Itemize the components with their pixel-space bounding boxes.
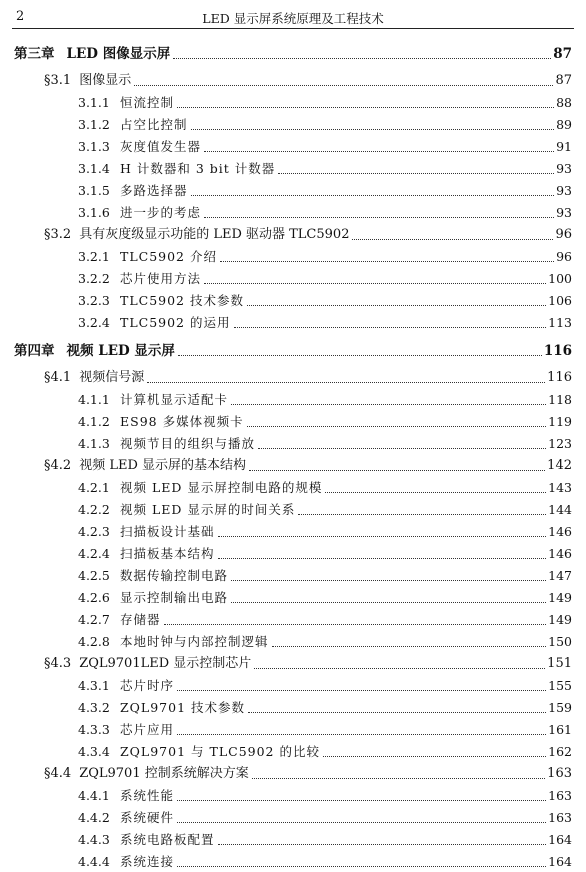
toc-entry-title: H 计数器和 3 bit 计数器 [120, 161, 276, 176]
toc-entry-number: 3.1.3 [78, 139, 110, 154]
dot-leader [218, 844, 547, 845]
toc-entry-number: 4.1.1 [78, 392, 110, 407]
toc-entry-page: 93 [556, 205, 572, 220]
toc-sub-entry [78, 698, 572, 718]
toc-entry-number: 4.2.1 [78, 480, 110, 495]
toc-chapter-entry [14, 44, 572, 64]
toc-sub-entry [78, 313, 572, 333]
dot-leader [248, 712, 546, 713]
toc-sub-entry [78, 632, 572, 652]
dot-leader [272, 646, 547, 647]
page-header [12, 6, 574, 29]
toc-entry-number: 4.3.2 [78, 700, 110, 715]
toc-entry-title: 计算机显示适配卡 [120, 392, 229, 407]
toc-sub-entry [78, 159, 572, 179]
toc-entry-number: 3.1.6 [78, 205, 110, 220]
toc-entry-number: 第四章 [14, 343, 55, 359]
toc-entry-title: 系统性能 [120, 788, 175, 803]
toc-entry-page: 159 [548, 700, 572, 715]
running-title: LED 显示屏系统原理及工程技术 [202, 11, 384, 26]
toc-entry-title: 视频 LED 显示屏的时间关系 [120, 502, 296, 517]
toc-entry-page: 163 [548, 810, 572, 825]
dot-leader [177, 734, 546, 735]
toc-sub-entry [78, 566, 572, 586]
dot-leader [191, 129, 555, 130]
toc-entry-page: 149 [548, 590, 572, 605]
toc-sub-entry [78, 93, 572, 113]
toc-sub-entry [78, 478, 572, 498]
toc-entry-number: 3.1.5 [78, 183, 110, 198]
dot-leader [177, 800, 546, 801]
toc-entry-title: 存储器 [120, 612, 161, 627]
toc-entry-title: 数据传输控制电路 [120, 568, 229, 583]
toc-entry-number: 4.2.5 [78, 568, 110, 583]
toc-entry-number: §3.1 [44, 73, 72, 88]
toc-entry-page: 163 [547, 766, 572, 781]
toc-entry-title: ZQL9701 控制系统解决方案 [79, 766, 249, 781]
toc-sub-entry [78, 544, 572, 564]
dot-leader [177, 866, 546, 867]
toc-entry-title: 扫描板基本结构 [120, 546, 215, 561]
toc-entry-title: 显示控制输出电路 [120, 590, 229, 605]
dot-leader [177, 690, 546, 691]
toc-entry-title: 芯片应用 [120, 722, 175, 737]
toc-section-entry [44, 225, 572, 245]
toc-entry-title: ZQL9701LED 显示控制芯片 [79, 656, 252, 671]
dot-leader [177, 107, 554, 108]
dot-leader [147, 382, 545, 383]
dot-leader [298, 514, 546, 515]
toc-entry-title: 图像显示 [79, 73, 132, 88]
toc-entry-number: 4.4.1 [78, 788, 110, 803]
toc-sub-entry [78, 742, 572, 762]
toc-entry-page: 87 [555, 73, 572, 88]
toc-sub-entry [78, 588, 572, 608]
toc-entry-number: 3.1.1 [78, 95, 110, 110]
toc-entry-page: 161 [548, 722, 572, 737]
toc-entry-page: 147 [548, 568, 572, 583]
dot-leader [218, 536, 547, 537]
dot-leader [220, 261, 554, 262]
toc-entry-title: 视频 LED 显示屏控制电路的规模 [120, 480, 323, 495]
toc-sub-entry [78, 808, 572, 828]
toc-entry-page: 87 [553, 46, 572, 62]
toc-entry-title: ZQL9701 技术参数 [120, 700, 246, 715]
toc-entry-page: 155 [548, 678, 572, 693]
toc-entry-page: 93 [556, 161, 572, 176]
dot-leader [178, 355, 542, 356]
dot-leader [352, 239, 553, 240]
toc-entry-number: §3.2 [44, 227, 72, 242]
toc-entry-page: 118 [548, 392, 572, 407]
dot-leader [247, 305, 546, 306]
dot-leader [234, 327, 547, 328]
toc-entry-page: 150 [548, 634, 572, 649]
toc-entry-number: 4.3.4 [78, 744, 110, 759]
toc-entry-number: 4.2.2 [78, 502, 110, 517]
toc-entry-number: 4.2.6 [78, 590, 110, 605]
toc-entry-title: 本地时钟与内部控制逻辑 [120, 634, 269, 649]
toc-entry-page: 100 [548, 271, 572, 286]
toc-entry-page: 91 [556, 139, 572, 154]
toc-entry-title: 芯片时序 [120, 678, 175, 693]
toc-entry-page: 162 [548, 744, 572, 759]
toc-entry-title: 视频信号源 [79, 370, 145, 385]
toc-entry-page: 146 [548, 524, 572, 539]
toc-entry-page: 164 [548, 832, 572, 847]
dot-leader [278, 173, 554, 174]
dot-leader [258, 448, 546, 449]
toc-entry-title: 多路选择器 [120, 183, 188, 198]
toc-entry-title: LED 图像显示屏 [66, 46, 171, 62]
dot-leader [173, 58, 551, 59]
dot-leader [254, 668, 545, 669]
toc-entry-title: 占空比控制 [120, 117, 188, 132]
toc-sub-entry [78, 786, 572, 806]
toc-sub-entry [78, 390, 572, 410]
toc-entry-title: 视频节目的组织与播放 [120, 436, 256, 451]
toc-entry-number: 3.1.2 [78, 117, 110, 132]
toc-entry-page: 151 [547, 656, 572, 671]
toc-entry-title: ZQL9701 与 TLC5902 的比较 [120, 744, 320, 759]
dot-leader [231, 602, 546, 603]
dot-leader [323, 756, 546, 757]
dot-leader [218, 558, 547, 559]
toc-sub-entry [78, 181, 572, 201]
toc-entry-number: 4.2.3 [78, 524, 110, 539]
page-number: 2 [16, 9, 25, 24]
toc-entry-page: 116 [543, 343, 572, 359]
toc-entry-page: 116 [547, 370, 572, 385]
toc-entry-number: 4.2.8 [78, 634, 110, 649]
toc-entry-title: ES98 多媒体视频卡 [120, 414, 244, 429]
toc-entry-page: 149 [548, 612, 572, 627]
dot-leader [164, 624, 547, 625]
dot-leader [247, 426, 547, 427]
dot-leader [325, 492, 546, 493]
toc-sub-entry [78, 610, 572, 630]
toc-entry-title: 系统电路板配置 [120, 832, 215, 847]
dot-leader [252, 778, 545, 779]
toc-section-entry [44, 456, 572, 476]
toc-sub-entry [78, 522, 572, 542]
toc-entry-title: TLC5902 技术参数 [120, 293, 244, 308]
toc-entry-number: 3.1.4 [78, 161, 110, 176]
toc-entry-number: 4.2.7 [78, 612, 110, 627]
toc-entry-title: 视频 LED 显示屏 [66, 343, 175, 359]
toc-entry-page: 96 [556, 249, 572, 264]
toc-sub-entry [78, 720, 572, 740]
toc-entry-number: §4.4 [44, 766, 72, 781]
toc-entry-page: 89 [556, 117, 572, 132]
toc-entry-title: 具有灰度级显示功能的 LED 驱动器 TLC5902 [79, 227, 350, 242]
toc-entry-title: TLC5902 的运用 [120, 315, 231, 330]
dot-leader [134, 85, 553, 86]
toc-entry-page: 144 [548, 502, 572, 517]
toc-entry-title: 扫描板设计基础 [120, 524, 215, 539]
toc-entry-page: 96 [555, 227, 572, 242]
toc-entry-page: 106 [548, 293, 572, 308]
toc-entry-page: 142 [547, 458, 572, 473]
toc-entry-page: 164 [548, 854, 572, 869]
dot-leader [191, 195, 555, 196]
toc-sub-entry [78, 500, 572, 520]
dot-leader [249, 470, 545, 471]
toc-entry-page: 146 [548, 546, 572, 561]
toc-entry-number: 4.4.4 [78, 854, 110, 869]
toc-section-entry [44, 764, 572, 784]
toc-entry-number: §4.1 [44, 370, 72, 385]
toc-entry-number: §4.3 [44, 656, 72, 671]
toc-entry-page: 88 [556, 95, 572, 110]
toc-sub-entry [78, 412, 572, 432]
toc-sub-entry [78, 852, 572, 872]
toc-section-entry [44, 654, 572, 674]
toc-sub-entry [78, 291, 572, 311]
toc-entry-number: 4.1.3 [78, 436, 110, 451]
toc-entry-number: 4.2.4 [78, 546, 110, 561]
toc-entry-title: TLC5902 介绍 [120, 249, 217, 264]
toc-entry-page: 113 [548, 315, 572, 330]
toc-section-entry [44, 71, 572, 91]
toc-entry-number: 3.2.3 [78, 293, 110, 308]
toc-entry-title: 系统连接 [120, 854, 175, 869]
dot-leader [204, 217, 554, 218]
toc-entry-number: 4.4.3 [78, 832, 110, 847]
toc-entry-title: 灰度值发生器 [120, 139, 202, 154]
toc-sub-entry [78, 269, 572, 289]
toc-entry-number: 3.2.2 [78, 271, 110, 286]
toc-entry-title: 系统硬件 [120, 810, 175, 825]
toc-sub-entry [78, 676, 572, 696]
dot-leader [177, 822, 546, 823]
toc-entry-page: 119 [548, 414, 572, 429]
toc-entry-title: 芯片使用方法 [120, 271, 202, 286]
toc-sub-entry [78, 203, 572, 223]
toc-entry-number: 4.1.2 [78, 414, 110, 429]
toc-section-entry [44, 368, 572, 388]
toc-entry-title: 视频 LED 显示屏的基本结构 [79, 458, 246, 473]
toc-sub-entry [78, 115, 572, 135]
toc-sub-entry [78, 434, 572, 454]
toc-entry-number: 4.3.3 [78, 722, 110, 737]
toc-entry-page: 163 [548, 788, 572, 803]
toc-entry-title: 恒流控制 [120, 95, 175, 110]
dot-leader [204, 151, 554, 152]
toc-entry-number: 3.2.4 [78, 315, 110, 330]
toc-entry-number: §4.2 [44, 458, 72, 473]
toc-entry-page: 123 [548, 436, 572, 451]
dot-leader [231, 580, 546, 581]
dot-leader [204, 283, 546, 284]
toc-chapter-entry [14, 341, 572, 361]
toc-entry-number: 3.2.1 [78, 249, 110, 264]
toc-entry-number: 4.3.1 [78, 678, 110, 693]
toc-entry-page: 143 [548, 480, 572, 495]
toc-entry-title: 进一步的考虑 [120, 205, 202, 220]
toc-entry-page: 93 [556, 183, 572, 198]
toc-sub-entry [78, 137, 572, 157]
dot-leader [231, 404, 546, 405]
toc-entry-number: 第三章 [14, 46, 55, 62]
toc-sub-entry [78, 830, 572, 850]
toc-entry-number: 4.4.2 [78, 810, 110, 825]
toc-sub-entry [78, 247, 572, 267]
